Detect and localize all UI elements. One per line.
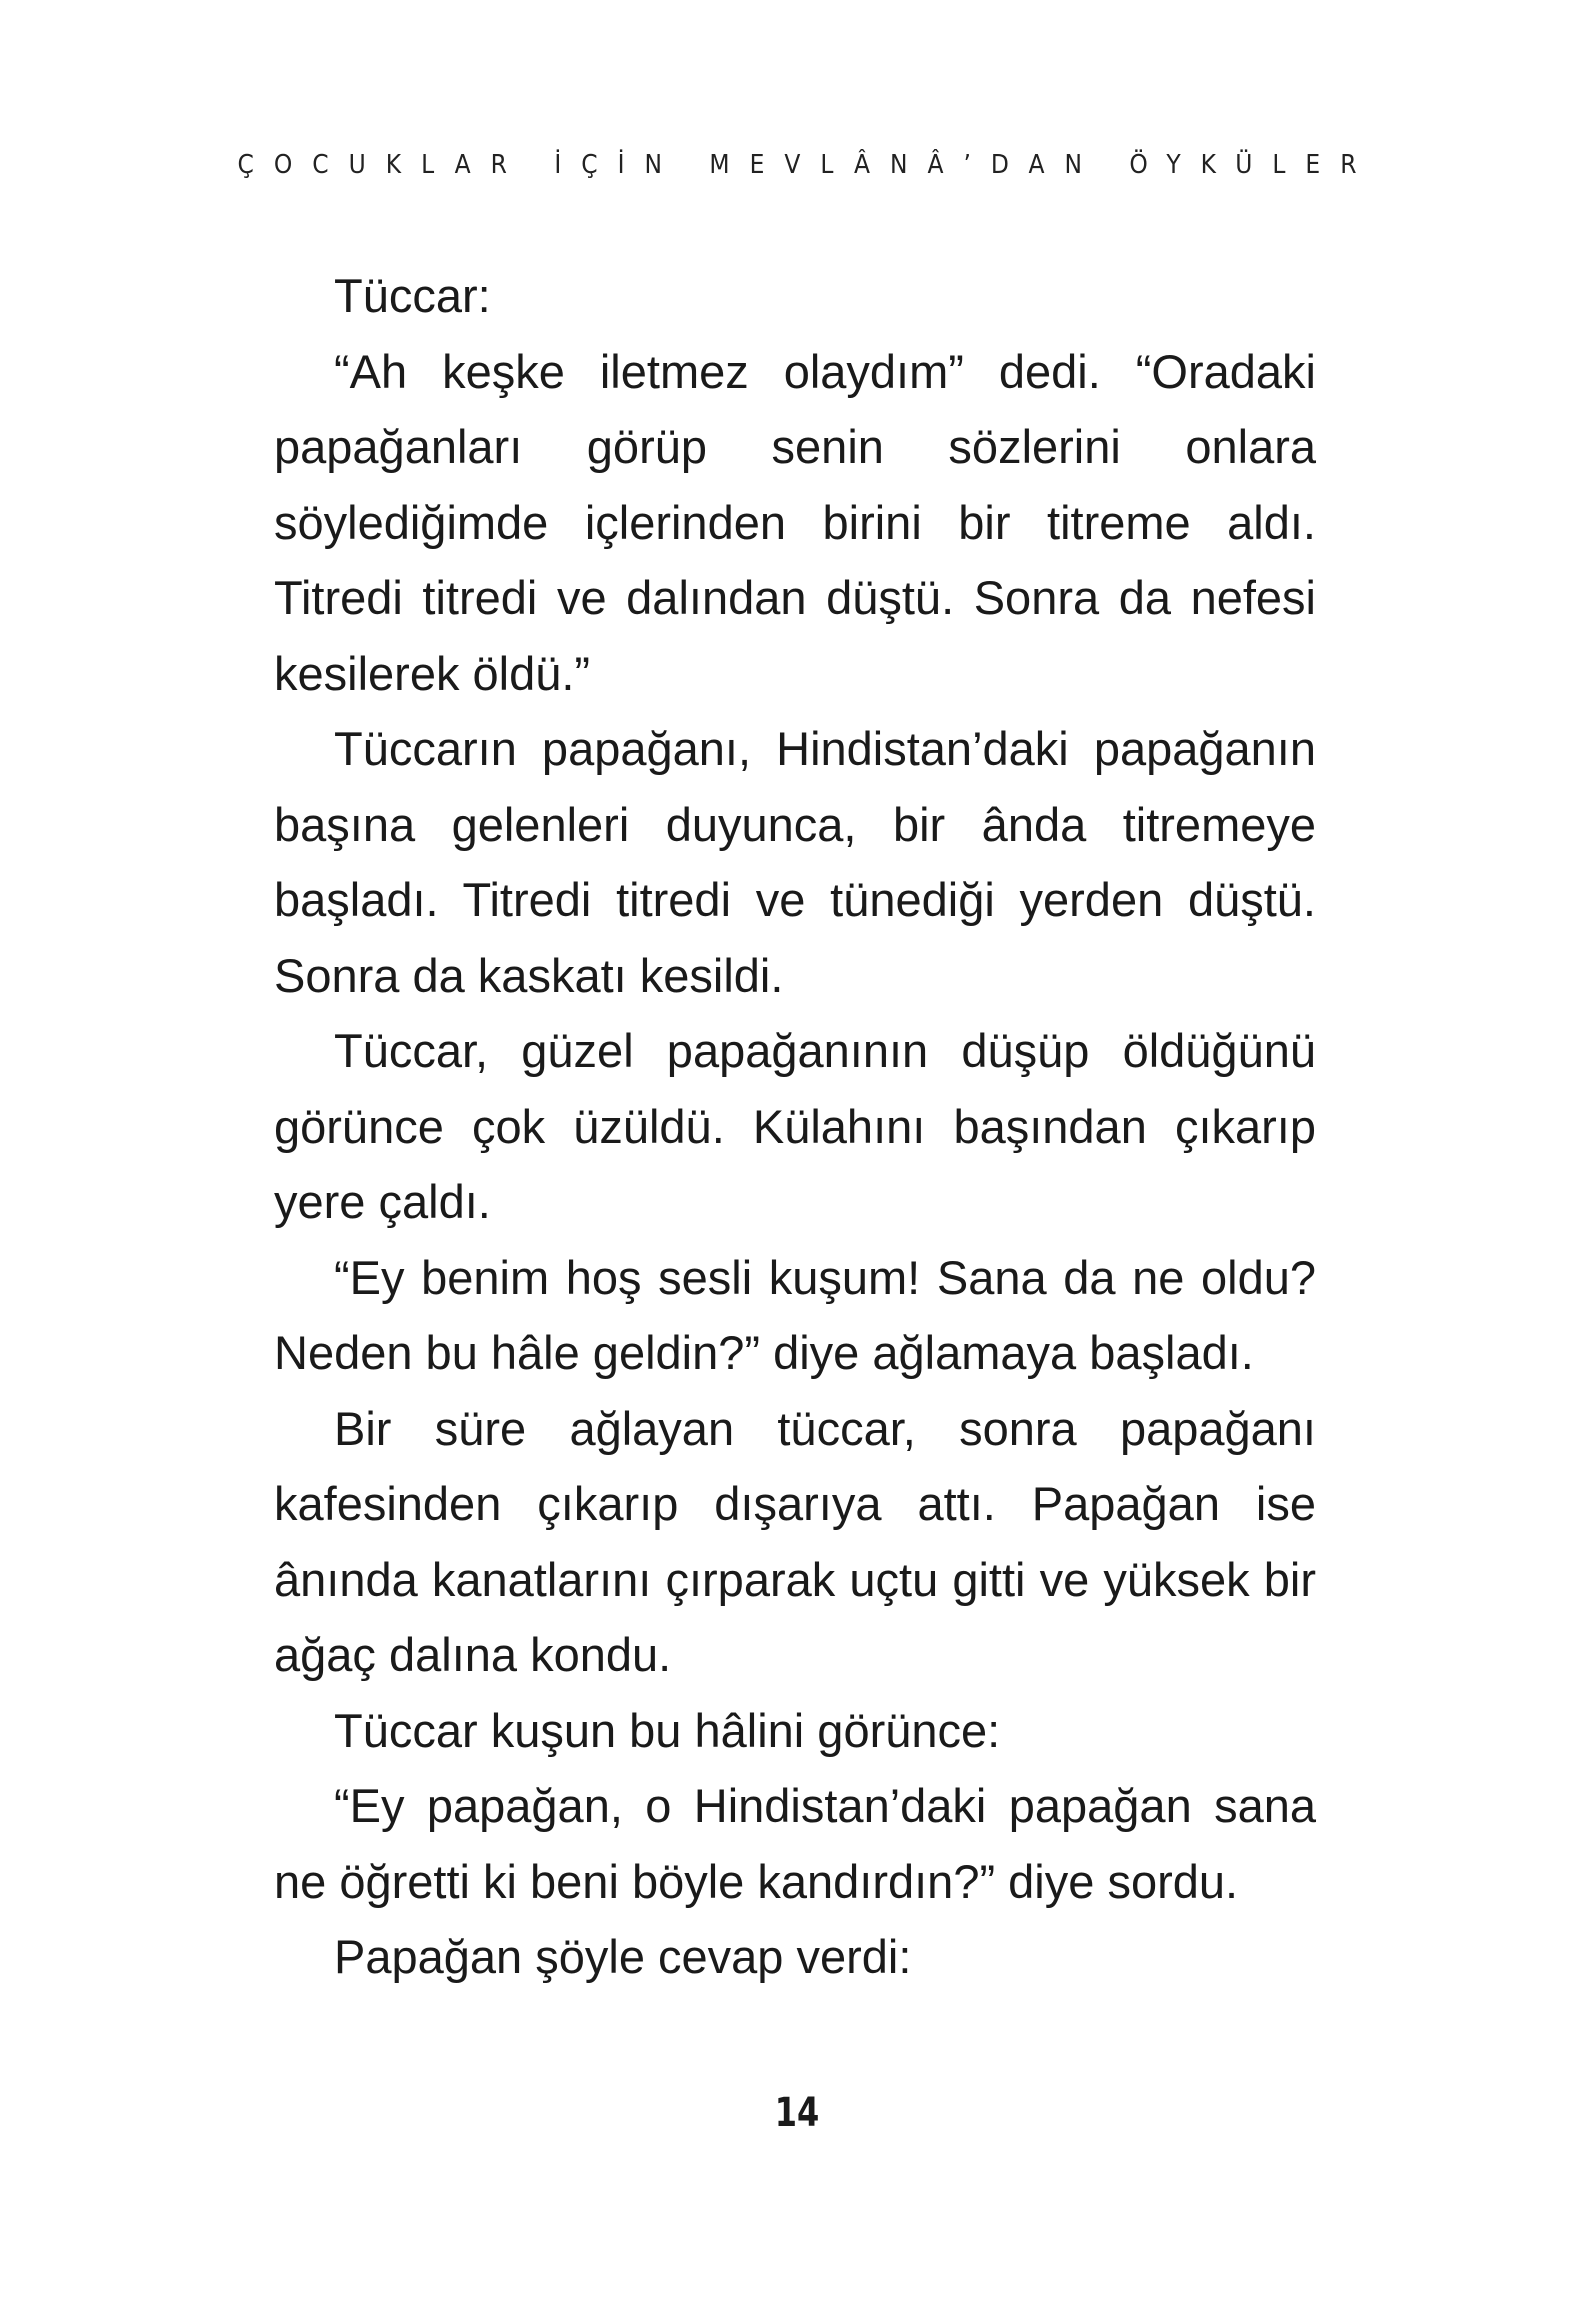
running-title: ÇOCUKLAR İÇİN MEVLÂNÂ’DAN ÖYKÜLER (237, 150, 1377, 180)
paragraph: Tüccar, güzel papağanının düşüp öldüğünü görünce çok üzüldü. Külahını başından çıkarıp yere çaldı. (274, 1024, 1316, 1228)
paragraph: Papağan şöyle cevap verdi: (334, 1930, 912, 1983)
paragraph: “Ah keşke iletmez olaydım” dedi. “Oradaki papağanları görüp senin sözlerini onlara söylediğimde içlerinden birini bir titreme aldı. Titredi titredi ve dalından düştü. Sonra da nefesi kesilerek öldü.” (274, 344, 1316, 700)
running-header (0, 150, 1594, 180)
paragraph: Tüccar kuşun bu hâlini görünce: (334, 1703, 1001, 1757)
paragraph: Tüccarın papağanı, Hindistan’daki papağanın başına gelenleri duyunca, bir ânda titremeye başladı. Titredi titredi ve tünediği yerden düştü. Sonra da kaskatı kesildi. (274, 722, 1316, 1002)
page-number: 14 (774, 2090, 820, 2136)
paragraph: “Ey papağan, o Hindistan’daki papağan sana ne öğretti ki beni böyle kandırdın?” diye sordu. (274, 1779, 1316, 1908)
paragraph: “Ey benim hoş sesli kuşum! Sana da ne oldu? Neden bu hâle geldin?” diye ağlamaya başladı. (274, 1250, 1316, 1379)
body-text (274, 258, 1316, 1995)
paragraph: Bir süre ağlayan tüccar, sonra papağanı kafesinden çıkarıp dışarıya attı. Papağan ise ânında kanatlarını çırparak uçtu gitti ve yüksek bir ağaç dalına kondu. (274, 1401, 1316, 1681)
paragraph: Tüccar: (334, 269, 491, 322)
